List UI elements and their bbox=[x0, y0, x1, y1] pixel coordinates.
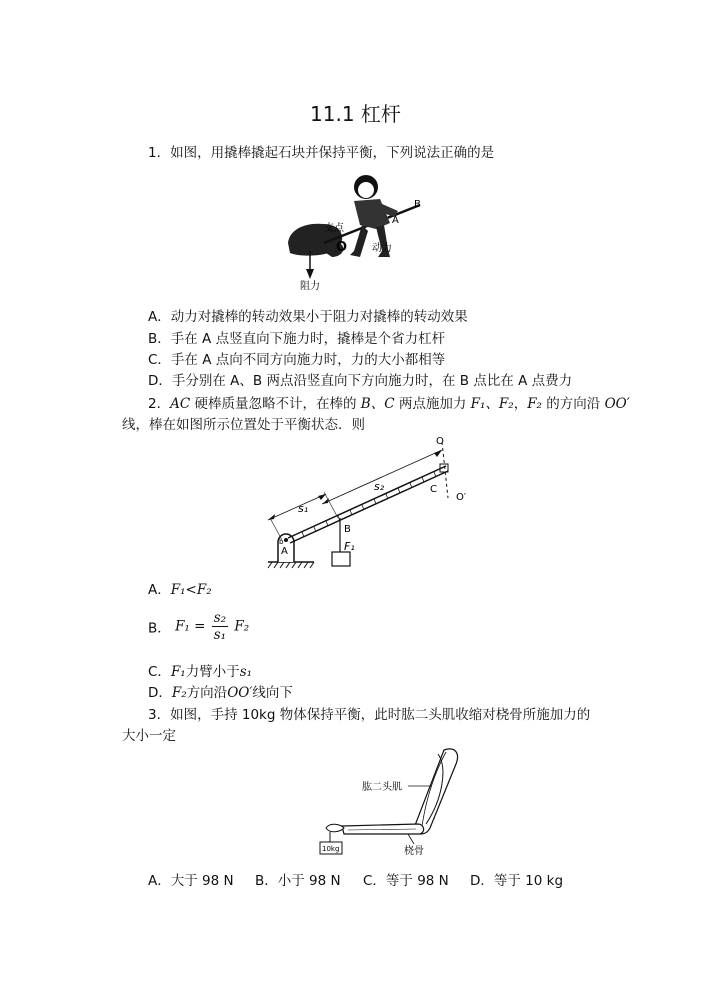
q2-option-d-tail: 线向下 bbox=[252, 685, 293, 701]
q2-option-c-f1: F₁ bbox=[170, 664, 186, 680]
q2-stem-number: 2． bbox=[148, 396, 171, 412]
q2-option-b-numerator: s₂ bbox=[213, 610, 227, 626]
q2-option-b-denominator: s₁ bbox=[213, 627, 227, 643]
label-b: B bbox=[344, 524, 351, 535]
q2-stem-forces: F₁、F₂ bbox=[470, 396, 514, 412]
question-3-figure bbox=[318, 744, 468, 862]
q2-stem-text-2: 硬棒质量忽略不计，在棒的 bbox=[190, 396, 361, 412]
page-title: 11.1 杠杆 bbox=[310, 102, 401, 126]
q2-option-d-oo: OO′ bbox=[227, 685, 253, 701]
question-2-option-b bbox=[148, 610, 249, 643]
question-2-stem-line-2: 线，棒在如图所示位置处于平衡状态．则 bbox=[122, 417, 365, 433]
q2-stem-oo: OO′ bbox=[604, 396, 630, 412]
question-1-figure bbox=[280, 165, 430, 295]
question-1-stem: 1．如图，用撬棒撬起石块并保持平衡，下列说法正确的是 bbox=[148, 145, 495, 161]
question-3-option-a: A．大于 98 N bbox=[148, 873, 234, 889]
q2-stem-ac: AC bbox=[170, 396, 191, 412]
q2-option-b-left: F₁ = bbox=[175, 618, 206, 635]
question-2-option-a bbox=[148, 578, 212, 598]
biceps-label: 肱二头肌 bbox=[362, 782, 402, 793]
question-3-stem: 3．如图，手持 10kg 物体保持平衡，此时肱二头肌收缩对桡骨所施加力的 bbox=[148, 707, 591, 723]
label-s1: s₁ bbox=[298, 502, 309, 515]
question-1-option-d: D．手分别在 A、B 两点沿竖直向下方向施力时，在 B 点比在 A 点费力 bbox=[148, 373, 573, 389]
question-1-option-c: C．手在 A 点向不同方向施力时，力的大小都相等 bbox=[148, 352, 446, 368]
question-1-option-a: A．动力对撬棒的转动效果小于阻力对撬棒的转动效果 bbox=[148, 309, 468, 325]
point-a-label: A bbox=[392, 215, 399, 226]
label-f1: F₁ bbox=[344, 540, 355, 553]
point-o-label: O bbox=[336, 240, 348, 255]
hinge-pin bbox=[284, 538, 288, 542]
hanging-weight bbox=[332, 552, 350, 566]
weight-label: 10kg bbox=[322, 845, 340, 853]
s1-dimension bbox=[268, 494, 326, 520]
question-2-figure bbox=[262, 434, 492, 570]
upper-arm bbox=[414, 749, 458, 834]
question-1-option-b: B．手在 A 点竖直向下施力时，撬棒是个省力杠杆 bbox=[148, 331, 446, 347]
q2-option-c-s1: s₁ bbox=[239, 664, 253, 680]
label-a: A bbox=[281, 546, 288, 557]
question-2-option-d bbox=[148, 681, 293, 701]
question-2-stem bbox=[148, 392, 630, 412]
rod bbox=[288, 466, 448, 543]
q2-option-b-fraction bbox=[212, 610, 228, 643]
q2-option-d-text: 方向沿 bbox=[186, 685, 228, 701]
q2-option-d-prefix: D． bbox=[148, 685, 172, 701]
label-b-small: b bbox=[279, 538, 284, 546]
question-3-option-d: D．等于 10 kg bbox=[470, 873, 564, 889]
oo-prime-line bbox=[442, 442, 448, 498]
q2-option-c-prefix: C． bbox=[148, 664, 171, 680]
label-o-prime: O′ bbox=[456, 492, 467, 503]
resistance-arrowhead bbox=[306, 269, 314, 279]
q2-option-b-prefix: B． bbox=[148, 620, 171, 637]
label-s2: s₂ bbox=[374, 480, 385, 493]
resistance-label: 阻力 bbox=[300, 281, 320, 292]
question-3-option-c: C．等于 98 N bbox=[363, 873, 449, 889]
q2-stem-text-4: ， bbox=[513, 396, 528, 412]
q2-option-b-right: F₂ bbox=[234, 618, 250, 635]
ground-hatch bbox=[268, 562, 314, 568]
q2-option-a-formula: F₁<F₂ bbox=[170, 582, 212, 598]
q2-stem-text-5: 的方向沿 bbox=[541, 396, 605, 412]
radius-leader bbox=[408, 834, 414, 844]
q2-stem-f2: F₂ bbox=[527, 396, 542, 412]
q2-stem-bc: B、C bbox=[360, 396, 395, 412]
hand bbox=[326, 824, 344, 832]
person-torso bbox=[354, 199, 390, 229]
fulcrum-label: 支点 bbox=[324, 223, 344, 234]
radius-label: 桡骨 bbox=[404, 846, 424, 857]
question-3-option-b: B．小于 98 N bbox=[255, 873, 341, 889]
question-3-stem-line-2: 大小一定 bbox=[122, 728, 176, 744]
label-o: O bbox=[436, 436, 444, 447]
question-2-option-c bbox=[148, 660, 252, 680]
q2-option-d-f2: F₂ bbox=[171, 685, 187, 701]
label-c: C bbox=[430, 484, 437, 495]
q2-option-c-text: 力臂小于 bbox=[185, 664, 240, 680]
point-b-label: B bbox=[414, 199, 421, 210]
effort-label: 动力 bbox=[372, 243, 392, 254]
q2-stem-text-3: 两点施加力 bbox=[394, 396, 471, 412]
q2-option-a-prefix: A． bbox=[148, 582, 171, 598]
